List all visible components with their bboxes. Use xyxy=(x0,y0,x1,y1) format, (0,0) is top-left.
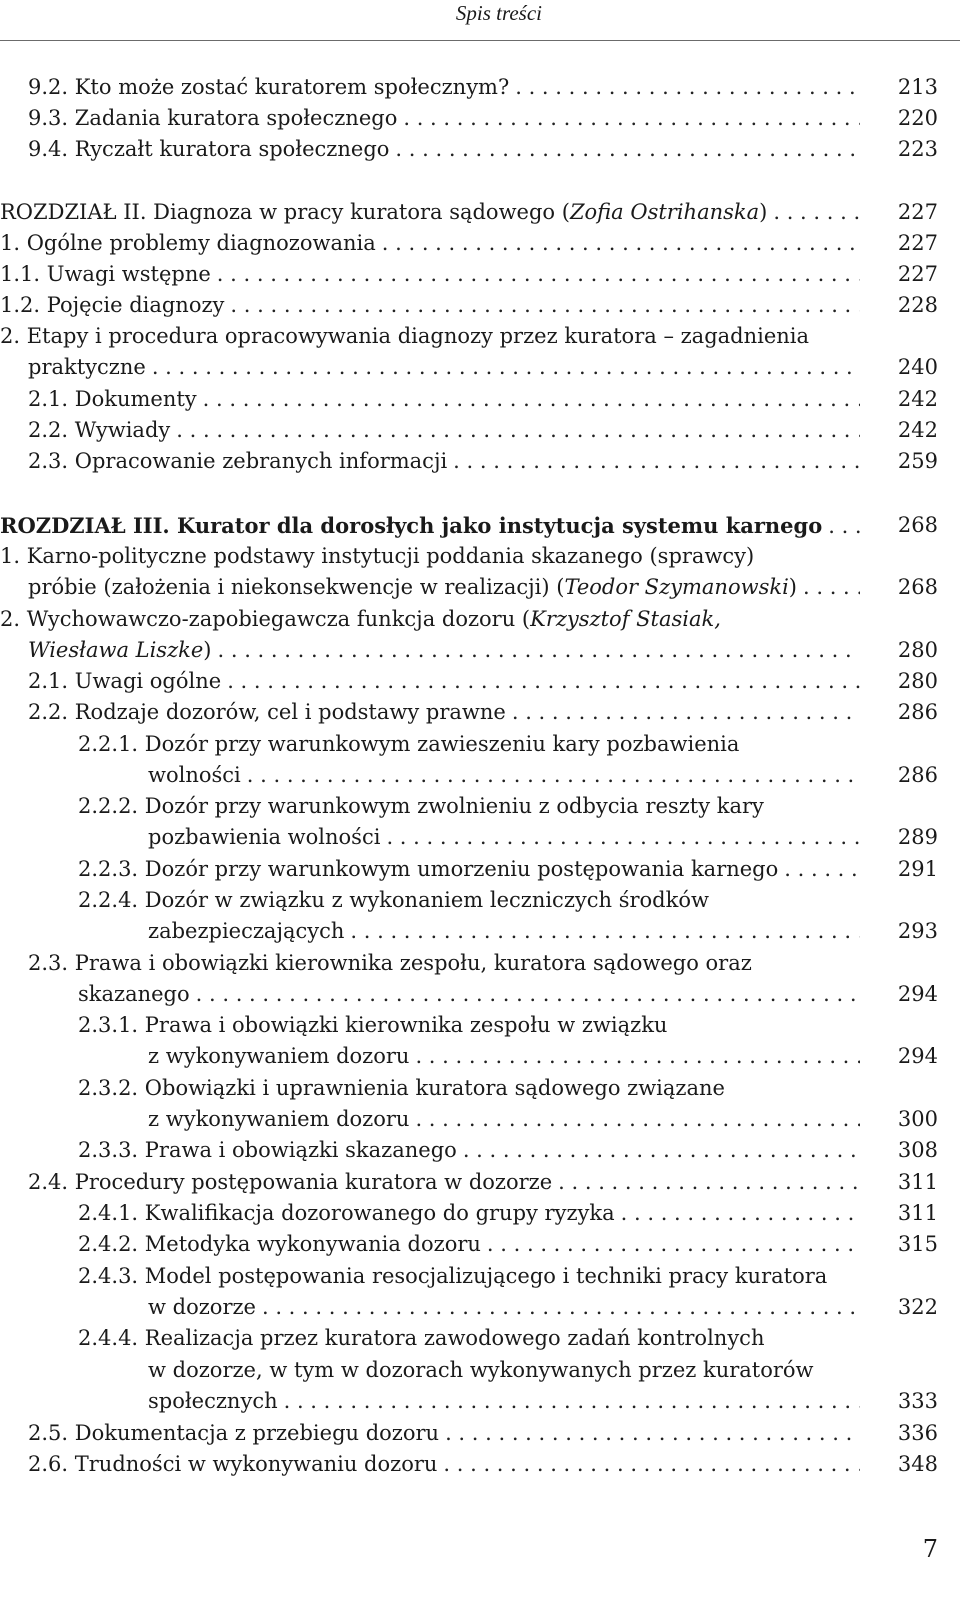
toc-entry-text: 9.2. Kto może zostać kuratorem społecznym? xyxy=(28,75,510,99)
toc-entry-title xyxy=(78,854,778,885)
toc-entry xyxy=(78,854,860,885)
toc-entry-title xyxy=(28,948,752,979)
toc-entry-text: ROZDZIAŁ II. Diagnoza w pracy kuratora sądowego ( xyxy=(0,200,570,224)
toc-entry xyxy=(28,1418,860,1449)
toc-entry-title xyxy=(28,1167,552,1198)
toc-entry-title xyxy=(148,1104,409,1135)
toc-entry-page: 286 xyxy=(897,763,938,787)
toc-entry-text: skazanego xyxy=(78,982,190,1006)
toc-entry xyxy=(78,1198,860,1229)
toc-entry-text: 1.1. Uwagi wstępne xyxy=(0,262,211,286)
toc-entry xyxy=(78,979,860,1010)
toc-entry xyxy=(78,1229,860,1260)
dot-leader xyxy=(443,1449,860,1480)
toc-entry-text: Krzysztof Stasiak, xyxy=(530,607,721,631)
toc-entry-page: 336 xyxy=(897,1421,938,1445)
dot-leader xyxy=(262,1292,860,1323)
dot-leader xyxy=(784,854,860,885)
toc-entry-title xyxy=(28,1449,437,1480)
dot-leader xyxy=(445,1418,860,1449)
toc-entry xyxy=(0,259,860,290)
toc-entry-title xyxy=(28,415,170,446)
toc-entry xyxy=(148,760,860,791)
toc-entry-text: wolności xyxy=(148,763,241,787)
toc-entry xyxy=(28,635,860,666)
toc-entry-text: pozbawienia wolności xyxy=(148,825,381,849)
toc-entry-page: 220 xyxy=(897,106,938,130)
toc-entry-title xyxy=(28,572,797,603)
toc-entry-page: 280 xyxy=(897,669,938,693)
dot-leader xyxy=(515,72,860,103)
toc-entry xyxy=(28,666,860,697)
toc-entry-title xyxy=(28,352,146,383)
toc-entry-text: 2.4. Procedury postępowania kuratora w dozorze xyxy=(28,1170,553,1194)
toc-entry-text: 2.1. Dokumenty xyxy=(28,387,197,411)
toc-entry-page: 228 xyxy=(897,293,938,317)
toc-entry xyxy=(148,822,860,853)
toc-entry xyxy=(28,697,860,728)
toc-entry-text: Wiesława Liszke xyxy=(28,638,204,662)
toc-entry-text: ROZDZIAŁ III. Kurator dla dorosłych jako instytucja systemu karnego xyxy=(0,513,823,538)
toc-entry xyxy=(148,1041,860,1072)
toc-entry xyxy=(0,290,860,321)
toc-entry-page: 240 xyxy=(897,355,938,379)
toc-entry xyxy=(0,604,860,635)
toc-entry xyxy=(28,572,860,603)
toc-entry-page: 259 xyxy=(897,449,938,473)
toc-entry-title xyxy=(148,916,344,947)
dot-leader xyxy=(415,1104,860,1135)
toc-entry-text: 2.3. Prawa i obowiązki kierownika zespołu, kuratora sądowego oraz xyxy=(28,951,752,975)
toc-entry-page: 242 xyxy=(897,387,938,411)
toc-entry-text: 2.3.3. Prawa i obowiązki skazanego xyxy=(78,1138,457,1162)
toc-entry-title xyxy=(78,1261,827,1292)
toc-entry xyxy=(28,72,860,103)
toc-entry xyxy=(148,916,860,947)
toc-entry-text: z wykonywaniem dozoru xyxy=(148,1107,410,1131)
dot-leader xyxy=(558,1167,860,1198)
toc-entry-text: 1.2. Pojęcie diagnozy xyxy=(0,293,225,317)
toc-entry xyxy=(78,885,860,916)
toc-entry-text: ) xyxy=(788,575,797,599)
toc-entry-text: 9.3. Zadania kuratora społecznego xyxy=(28,106,398,130)
toc-entry-title xyxy=(0,510,822,542)
toc-entry-text: społecznych xyxy=(148,1389,278,1413)
toc-entry-text: 2.2.4. Dozór w związku z wykonaniem leczniczych środków xyxy=(78,888,709,912)
toc-entry-title xyxy=(28,666,221,697)
toc-entry xyxy=(0,228,860,259)
toc-entry-page: 348 xyxy=(897,1452,938,1476)
toc-entry xyxy=(28,446,860,477)
toc-entry xyxy=(28,948,860,979)
toc-entry-text: Teodor Szymanowski xyxy=(564,575,789,599)
toc-entry-page: 311 xyxy=(897,1170,938,1194)
toc-entry xyxy=(78,729,860,760)
toc-entry xyxy=(28,103,860,134)
toc-entry-text: 2.4.3. Model postępowania resocjalizującego i techniki pracy kuratora xyxy=(78,1264,828,1288)
toc-entry-text: praktyczne xyxy=(28,355,146,379)
dot-leader xyxy=(463,1135,860,1166)
toc-entry-title xyxy=(78,1135,457,1166)
toc-entry-text: 2.5. Dokumentacja z przebiegu dozoru xyxy=(28,1421,440,1445)
toc-entry-page: 227 xyxy=(897,231,938,255)
toc-entry-title xyxy=(28,635,212,666)
toc-entry-text: 2.6. Trudności w wykonywaniu dozoru xyxy=(28,1452,438,1476)
dot-leader xyxy=(217,259,860,290)
toc-entry-text: 1. Karno-polityczne podstawy instytucji poddania skazanego (sprawcy) xyxy=(0,544,755,568)
toc-entry-text: 2.2.1. Dozór przy warunkowym zawieszeniu kary pozbawienia xyxy=(78,732,740,756)
toc-entry xyxy=(78,1135,860,1166)
toc-entry-title xyxy=(0,541,754,572)
toc-entry-text: z wykonywaniem dozoru xyxy=(148,1044,410,1068)
toc-entry-title xyxy=(148,1292,256,1323)
toc-entry-text: 2.4.2. Metodyka wykonywania dozoru xyxy=(78,1232,481,1256)
toc-entry xyxy=(148,1355,860,1386)
toc-entry-page: 294 xyxy=(897,982,938,1006)
toc-entry-title xyxy=(28,697,506,728)
toc-entry-text: ) xyxy=(203,638,212,662)
toc-entry-page: 242 xyxy=(897,418,938,442)
toc-entry-title xyxy=(148,760,241,791)
dot-leader xyxy=(227,666,860,697)
toc-entry xyxy=(0,321,860,352)
toc-entry-title xyxy=(78,979,190,1010)
dot-leader xyxy=(382,228,860,259)
toc-entry-page: 289 xyxy=(897,825,938,849)
toc-entry-text: próbie (założenia i niekonsekwencje w realizacji) ( xyxy=(28,575,565,599)
toc-entry-text: 2.3.2. Obowiązki i uprawnienia kuratora sądowego związane xyxy=(78,1076,725,1100)
toc-entry-text: 2.3. Opracowanie zebranych informacji xyxy=(28,449,448,473)
dot-leader xyxy=(386,822,860,853)
toc-entry xyxy=(28,352,860,383)
dot-leader xyxy=(828,511,860,542)
toc-entry-page: 280 xyxy=(897,638,938,662)
toc-entry-text: 2.1. Uwagi ogólne xyxy=(28,669,222,693)
toc-entry xyxy=(148,1292,860,1323)
toc-entry-page: 308 xyxy=(897,1138,938,1162)
toc-entry-title xyxy=(78,791,764,822)
toc-entry xyxy=(148,1104,860,1135)
toc-entry-title xyxy=(28,103,397,134)
toc-entry-text: Zofia Ostrihanska xyxy=(569,200,760,224)
toc-entry-page: 300 xyxy=(897,1107,938,1131)
toc-entry-page: 311 xyxy=(897,1201,938,1225)
dot-leader xyxy=(403,103,860,134)
toc-entry-title xyxy=(0,259,211,290)
dot-leader xyxy=(621,1198,860,1229)
toc-entry-title xyxy=(78,885,709,916)
toc-entry-title xyxy=(28,72,509,103)
toc-entry-title xyxy=(78,1198,615,1229)
dot-leader xyxy=(152,352,860,383)
toc-entry-title xyxy=(78,1073,725,1104)
toc-entry xyxy=(28,384,860,415)
toc-entry-text: 1. Ogólne problemy diagnozowania xyxy=(0,231,376,255)
toc-entry xyxy=(28,1449,860,1480)
dot-leader xyxy=(453,446,860,477)
header-title: Spis treści xyxy=(455,1,542,25)
toc-entry-title xyxy=(28,134,389,165)
toc-entry xyxy=(78,1073,860,1104)
toc-entry-title xyxy=(28,1418,439,1449)
toc-entry-page: 227 xyxy=(897,200,938,224)
dot-leader xyxy=(247,760,860,791)
toc-entry-page: 315 xyxy=(897,1232,938,1256)
toc-entry-title xyxy=(0,290,224,321)
toc-entry-title xyxy=(78,1323,764,1354)
toc-entry-text: w dozorze xyxy=(148,1295,256,1319)
dot-leader xyxy=(803,572,860,603)
toc-entry-page: 293 xyxy=(897,919,938,943)
dot-leader xyxy=(230,290,860,321)
dot-leader xyxy=(203,384,860,415)
toc-entry-text: 2. Etapy i procedura opracowywania diagnozy przez kuratora – zagadnienia xyxy=(0,324,810,348)
toc-entry xyxy=(78,1323,860,1354)
toc-entry-page: 286 xyxy=(897,700,938,724)
toc-entry xyxy=(0,510,860,541)
toc-entry-title xyxy=(0,228,376,259)
toc-entry-text: 2.2.3. Dozór przy warunkowym umorzeniu postępowania karnego xyxy=(78,857,779,881)
toc-entry-page: 213 xyxy=(897,75,938,99)
toc-entry xyxy=(28,1167,860,1198)
toc-entry-text: 2.2.2. Dozór przy warunkowym zwolnieniu z odbycia reszty kary xyxy=(78,794,764,818)
toc-entry-text: ) xyxy=(759,200,768,224)
toc-entry xyxy=(78,1261,860,1292)
toc-entry-title xyxy=(78,729,739,760)
running-header xyxy=(0,0,960,41)
toc-entry-title xyxy=(0,321,809,352)
toc-entry-text: 2.4.4. Realizacja przez kuratora zawodowego zadań kontrolnych xyxy=(78,1326,765,1350)
toc-entry-title xyxy=(148,1041,409,1072)
toc-entry xyxy=(28,415,860,446)
toc-entry-text: 2.4.1. Kwalifikacja dozorowanego do grupy ryzyka xyxy=(78,1201,615,1225)
toc-entry-page: 291 xyxy=(897,857,938,881)
toc-entry-title xyxy=(78,1010,667,1041)
toc-entry xyxy=(78,791,860,822)
toc-entry-text: 9.4. Ryczałt kuratora społecznego xyxy=(28,137,390,161)
dot-leader xyxy=(350,916,860,947)
toc-entry-page: 294 xyxy=(897,1044,938,1068)
page-number: 7 xyxy=(922,1535,938,1563)
toc-entry-title xyxy=(0,604,721,635)
toc-entry-title xyxy=(28,384,197,415)
toc-entry-page: 268 xyxy=(897,513,938,537)
toc-entry xyxy=(78,1010,860,1041)
dot-leader xyxy=(512,697,860,728)
toc-entry-title xyxy=(28,446,447,477)
toc-entry-title xyxy=(148,1386,278,1417)
toc-entry-text: 2.2. Rodzaje dozorów, cel i podstawy prawne xyxy=(28,700,506,724)
toc-entry-text: w dozorze, w tym w dozorach wykonywanych przez kuratorów xyxy=(148,1358,814,1382)
dot-leader xyxy=(395,134,860,165)
toc-entry-title xyxy=(78,1229,481,1260)
dot-leader xyxy=(196,979,860,1010)
dot-leader xyxy=(415,1041,860,1072)
toc-entry-page: 227 xyxy=(897,262,938,286)
toc-entry-page: 333 xyxy=(897,1389,938,1413)
toc-entry-page: 322 xyxy=(897,1295,938,1319)
toc-entry xyxy=(148,1386,860,1417)
toc-entry-title xyxy=(148,1355,814,1386)
toc-entry-text: 2. Wychowawczo-zapobiegawcza funkcja dozoru ( xyxy=(0,607,531,631)
toc-entry-title xyxy=(148,822,380,853)
toc-entry xyxy=(0,541,860,572)
toc-entry xyxy=(0,197,860,228)
toc-entry-page: 268 xyxy=(897,575,938,599)
toc-entry-text: 2.2. Wywiady xyxy=(28,418,171,442)
dot-leader xyxy=(218,635,861,666)
dot-leader xyxy=(773,197,860,228)
toc-entry xyxy=(28,134,860,165)
toc-entry-text: zabezpieczających xyxy=(148,919,345,943)
toc-entry-title xyxy=(0,197,767,228)
toc-entry-page: 223 xyxy=(897,137,938,161)
toc-entry-text: 2.3.1. Prawa i obowiązki kierownika zespołu w związku xyxy=(78,1013,668,1037)
dot-leader xyxy=(284,1386,860,1417)
dot-leader xyxy=(176,415,860,446)
dot-leader xyxy=(487,1229,860,1260)
